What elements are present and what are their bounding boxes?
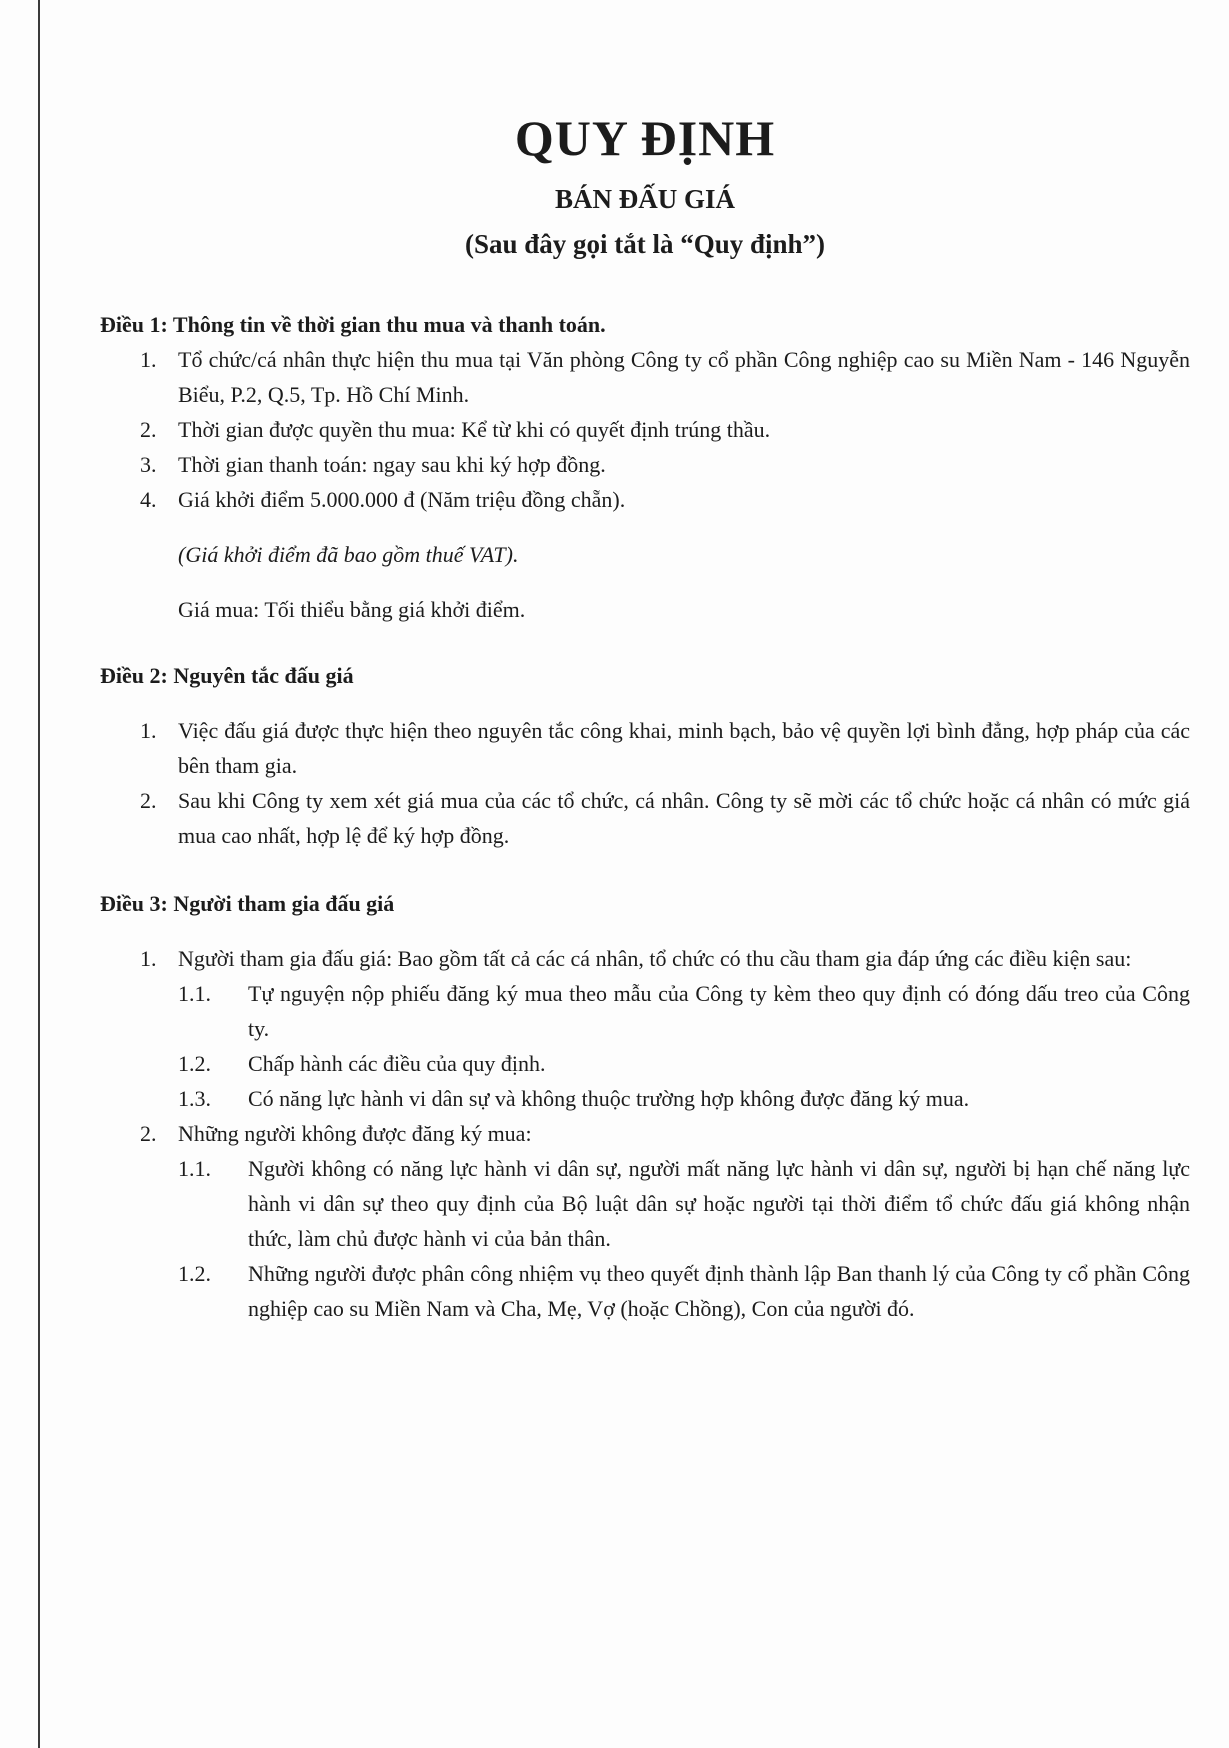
item-text: Thời gian được quyền thu mua: Kể từ khi có quyết định trúng thầu. xyxy=(178,417,771,442)
sub-item-text: Tự nguyện nộp phiếu đăng ký mua theo mẫu của Công ty kèm theo quy định có đóng dấu treo của Công ty. xyxy=(248,981,1190,1041)
sub-item-number: 1.3. xyxy=(178,1086,211,1111)
section-dieu-2 xyxy=(100,659,1190,853)
document-note: (Sau đây gọi tắt là “Quy định”) xyxy=(464,229,826,259)
item-number: 3. xyxy=(140,452,157,477)
sub-list-item xyxy=(100,1046,1190,1081)
vat-note: (Giá khởi điểm đã bao gồm thuế VAT). xyxy=(178,542,519,567)
item-text: Những người không được đăng ký mua: xyxy=(178,1121,532,1146)
item-number: 1. xyxy=(140,718,157,743)
sub-list-item xyxy=(100,976,1190,1046)
sub-item-number: 1.1. xyxy=(178,1156,211,1181)
list-item xyxy=(100,783,1190,853)
document-subtitle: BÁN ĐẤU GIÁ xyxy=(554,184,735,214)
item-text: Người tham gia đấu giá: Bao gồm tất cả các cá nhân, tổ chức có thu cầu tham gia đáp ứng các điều kiện sau: xyxy=(178,946,1132,971)
section-dieu-3 xyxy=(100,887,1190,1326)
item-number: 2. xyxy=(140,417,157,442)
item-text: Giá khởi điểm 5.000.000 đ (Năm triệu đồng chẵn). xyxy=(178,487,626,512)
item-number: 4. xyxy=(140,487,157,512)
document-title: QUY ĐỊNH xyxy=(514,110,776,166)
list-item xyxy=(100,713,1190,783)
section-dieu-1 xyxy=(100,308,1190,627)
sub-list-item xyxy=(100,1151,1190,1256)
item-text: Thời gian thanh toán: ngay sau khi ký hợp đồng. xyxy=(178,452,606,477)
list-item xyxy=(100,1116,1190,1151)
sub-item-number: 1.1. xyxy=(178,981,211,1006)
list-item xyxy=(100,482,1190,517)
sub-list-item xyxy=(100,1256,1190,1326)
item-text: Việc đấu giá được thực hiện theo nguyên tắc công khai, minh bạch, bảo vệ quyền lợi bình đẳng, hợp pháp của các bên tham gia. xyxy=(178,718,1190,778)
list-item xyxy=(100,447,1190,482)
sub-item-number: 1.2. xyxy=(178,1051,211,1076)
sub-list-item xyxy=(100,1081,1190,1116)
section-heading: Điều 1: Thông tin về thời gian thu mua và thanh toán. xyxy=(100,312,606,337)
item-text: Tổ chức/cá nhân thực hiện thu mua tại Văn phòng Công ty cổ phần Công nghiệp cao su Miền Nam - 146 Nguyễn Biểu, P.2, Q.5, Tp. Hồ Chí Minh. xyxy=(178,347,1190,407)
sub-item-number: 1.2. xyxy=(178,1261,211,1286)
sub-item-text: Chấp hành các điều của quy định. xyxy=(248,1051,546,1076)
list-item xyxy=(100,941,1190,976)
document-page xyxy=(100,0,1190,1326)
list-item xyxy=(100,412,1190,447)
item-number: 1. xyxy=(140,347,157,372)
sub-item-text: Những người được phân công nhiệm vụ theo quyết định thành lập Ban thanh lý của Công ty cổ phần Công nghiệp cao su Miền Nam và Cha, Mẹ, Vợ (hoặc Chồng), Con của người đó. xyxy=(248,1261,1190,1321)
section-heading: Điều 2: Nguyên tắc đấu giá xyxy=(100,663,354,688)
section-list xyxy=(100,941,1190,1326)
item-text: Sau khi Công ty xem xét giá mua của các tổ chức, cá nhân. Công ty sẽ mời các tổ chức hoặc cá nhân có mức giá mua cao nhất, hợp lệ để ký hợp đồng. xyxy=(178,788,1190,848)
price-note: Giá mua: Tối thiểu bằng giá khởi điểm. xyxy=(178,597,526,622)
section-list xyxy=(100,342,1190,517)
item-number: 2. xyxy=(140,788,157,813)
section-heading: Điều 3: Người tham gia đấu giá xyxy=(100,891,395,916)
item-number: 2. xyxy=(140,1121,157,1146)
sub-item-text: Có năng lực hành vi dân sự và không thuộc trường hợp không được đăng ký mua. xyxy=(248,1086,970,1111)
item-number: 1. xyxy=(140,946,157,971)
list-item xyxy=(100,342,1190,412)
scan-edge-line xyxy=(38,0,40,1748)
sub-item-text: Người không có năng lực hành vi dân sự, người mất năng lực hành vi dân sự, người bị hạn chế năng lực hành vi dân sự theo quy định của Bộ luật dân sự hoặc người tại thời điểm tổ chức đấu giá không nhận thức, làm chủ được hành vi của bản thân. xyxy=(248,1156,1190,1251)
section-list xyxy=(100,713,1190,853)
